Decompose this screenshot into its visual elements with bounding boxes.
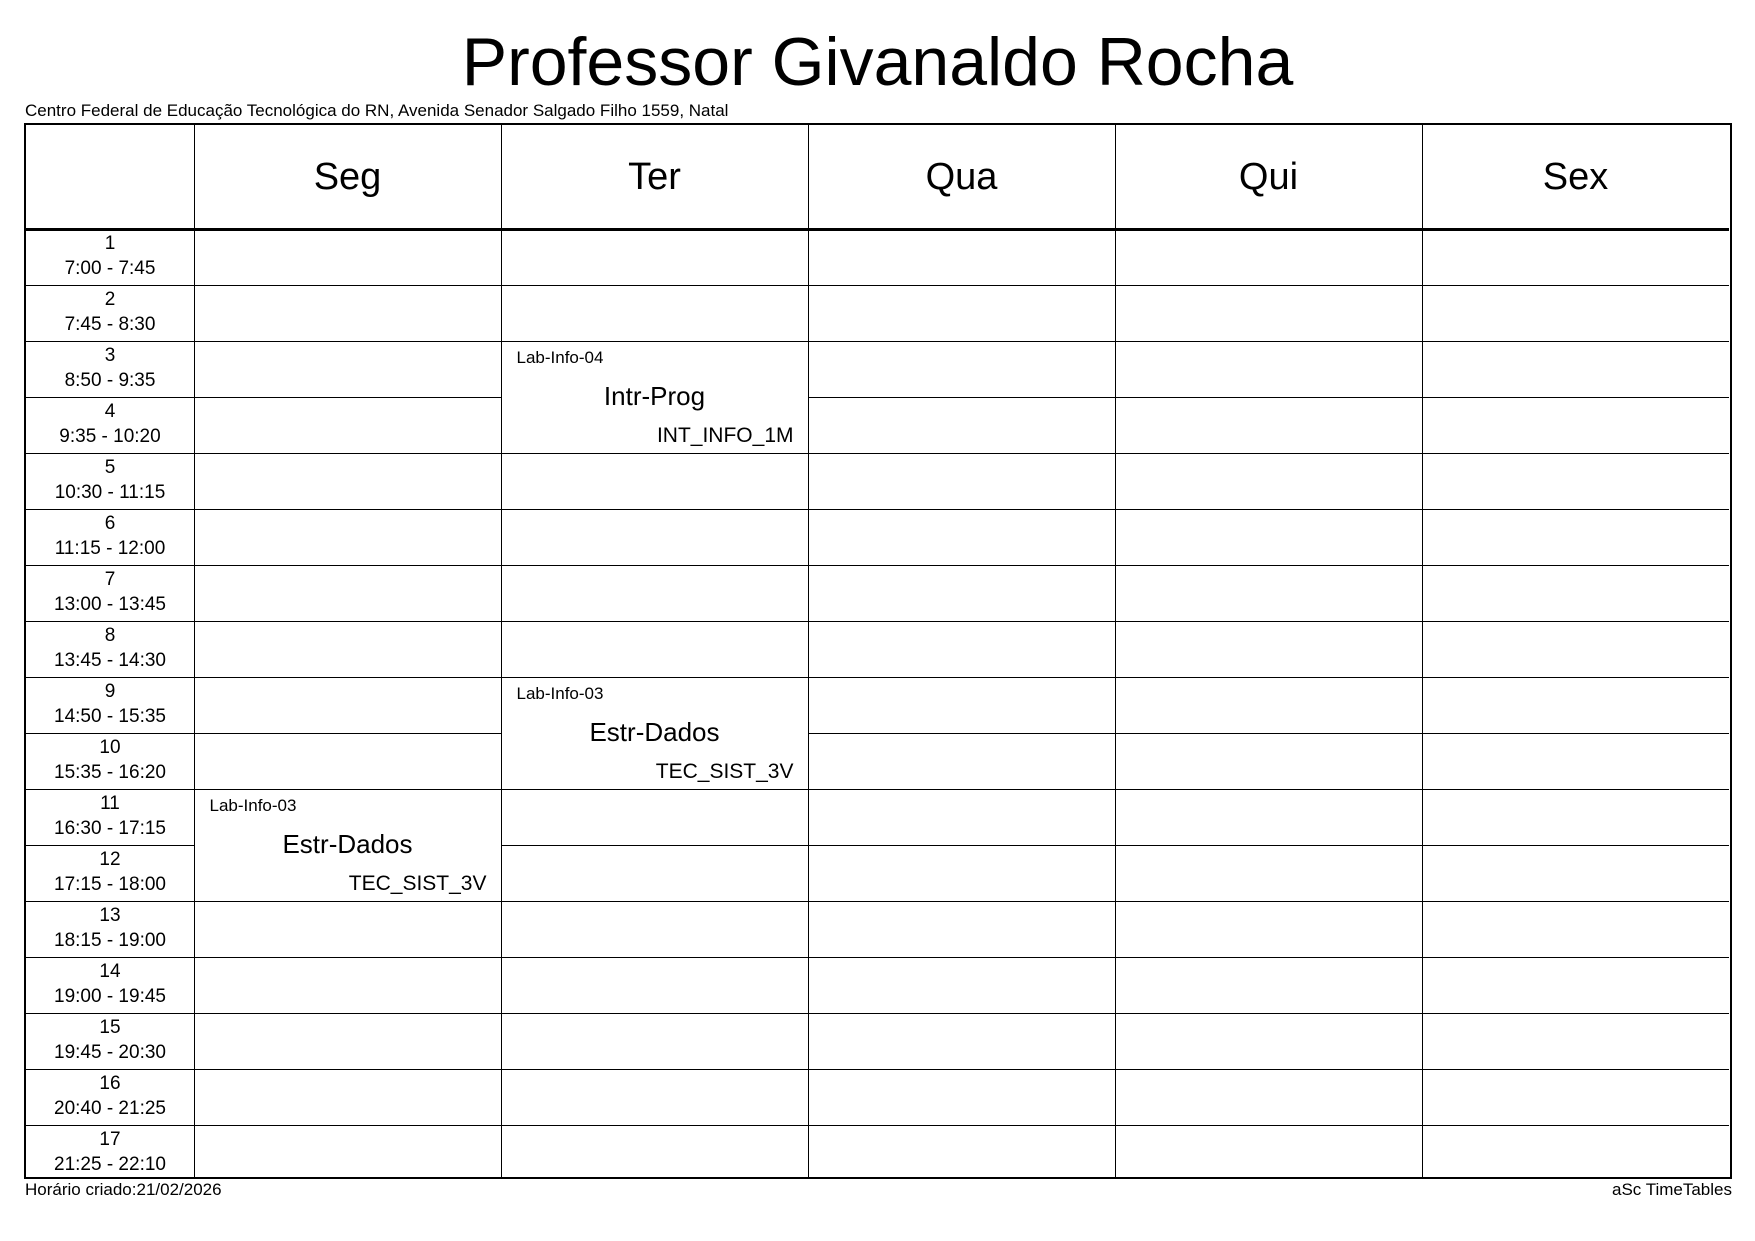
grid-row-line: [26, 397, 1729, 398]
period-time: 11:15 - 12:00: [54, 538, 166, 559]
period-time: 19:00 - 19:45: [54, 986, 166, 1007]
period-number: 8: [104, 625, 116, 646]
period-cell: [26, 789, 194, 845]
grid-column-line: [1115, 125, 1116, 1179]
period-number: 6: [104, 513, 116, 534]
period-cell: [26, 677, 194, 733]
period-cell: [26, 845, 194, 901]
period-time: 9:35 - 10:20: [59, 426, 161, 447]
period-number: 4: [104, 401, 116, 422]
period-cell: [26, 565, 194, 621]
period-number: 12: [99, 849, 121, 870]
grid-row-line: [26, 285, 1729, 286]
grid-row-line: [26, 565, 1729, 566]
period-time: 18:15 - 19:00: [54, 930, 166, 951]
period-cell: [26, 509, 194, 565]
period-number: 1: [104, 233, 116, 254]
period-number: 17: [99, 1129, 121, 1150]
period-cell: [26, 733, 194, 789]
page-title: Professor Givanaldo Rocha: [461, 24, 1294, 100]
period-number: 3: [104, 345, 116, 366]
lesson-room: Lab-Info-03: [516, 683, 604, 703]
grid-row-line: [26, 509, 1729, 510]
period-cell: [26, 229, 194, 285]
period-number: 5: [104, 457, 116, 478]
period-time: 19:45 - 20:30: [54, 1042, 166, 1063]
created-date: Horário criado:21/02/2026: [25, 1180, 222, 1199]
lesson-room: Lab-Info-04: [516, 347, 604, 367]
grid-column-line: [501, 125, 502, 1179]
period-cell: [26, 453, 194, 509]
lesson-room: Lab-Info-03: [209, 795, 297, 815]
lesson-card[interactable]: [195, 790, 501, 901]
period-number: 7: [104, 569, 116, 590]
period-cell: [26, 1013, 194, 1069]
period-time: 13:00 - 13:45: [54, 594, 166, 615]
period-cell: [26, 397, 194, 453]
grid-column-line: [808, 125, 809, 1179]
period-time: 13:45 - 14:30: [54, 650, 166, 671]
lesson-card[interactable]: [502, 342, 808, 453]
grid-row-line: [26, 621, 1729, 622]
day-header: Qui: [1238, 155, 1299, 198]
period-cell: [26, 341, 194, 397]
day-header: Seg: [313, 155, 382, 198]
period-cell: [26, 1069, 194, 1125]
day-header: Qua: [925, 155, 998, 198]
lesson-subject: Intr-Prog: [603, 380, 706, 411]
header-divider: [26, 228, 1729, 231]
period-cell: [26, 901, 194, 957]
period-number: 14: [99, 961, 121, 982]
period-time: 8:50 - 9:35: [64, 370, 156, 391]
grid-row-line: [26, 677, 1729, 678]
period-time: 7:00 - 7:45: [64, 258, 156, 279]
period-time: 20:40 - 21:25: [54, 1098, 166, 1119]
app-brand: aSc TimeTables: [1612, 1180, 1732, 1199]
period-number: 15: [99, 1017, 121, 1038]
day-header: Sex: [1542, 155, 1609, 198]
period-number: 2: [104, 289, 116, 310]
period-cell: [26, 957, 194, 1013]
lesson-class: TEC_SIST_3V: [655, 759, 794, 783]
period-cell: [26, 285, 194, 341]
period-cell: [26, 1125, 194, 1179]
period-time: 15:35 - 16:20: [54, 762, 166, 783]
period-time: 21:25 - 22:10: [54, 1154, 166, 1175]
period-time: 17:15 - 18:00: [54, 874, 166, 895]
day-header: Ter: [628, 155, 681, 198]
period-time: 14:50 - 15:35: [54, 706, 166, 727]
grid-row-line: [26, 1013, 1729, 1014]
period-number: 16: [99, 1073, 121, 1094]
lesson-class: INT_INFO_1M: [656, 423, 794, 447]
period-number: 9: [104, 681, 116, 702]
period-number: 13: [99, 905, 121, 926]
grid-column-line: [1422, 125, 1423, 1179]
lesson-class: TEC_SIST_3V: [348, 871, 487, 895]
period-time: 7:45 - 8:30: [64, 314, 156, 335]
grid-row-line: [26, 901, 1729, 902]
period-number: 10: [99, 737, 121, 758]
timetable-grid: [24, 123, 1732, 1179]
lesson-subject: Estr-Dados: [589, 716, 720, 747]
grid-row-line: [26, 1125, 1729, 1126]
lesson-card[interactable]: [502, 678, 808, 789]
period-cell: [26, 621, 194, 677]
grid-row-line: [26, 1069, 1729, 1070]
grid-row-line: [26, 341, 1729, 342]
period-number: 11: [100, 793, 120, 814]
period-time: 16:30 - 17:15: [54, 818, 166, 839]
grid-row-line: [26, 733, 1729, 734]
grid-row-line: [26, 957, 1729, 958]
lesson-subject: Estr-Dados: [282, 828, 413, 859]
school-address: Centro Federal de Educação Tecnológica do RN, Avenida Senador Salgado Filho 1559, Natal: [25, 101, 729, 120]
period-time: 10:30 - 11:15: [54, 482, 166, 503]
grid-row-line: [26, 453, 1729, 454]
